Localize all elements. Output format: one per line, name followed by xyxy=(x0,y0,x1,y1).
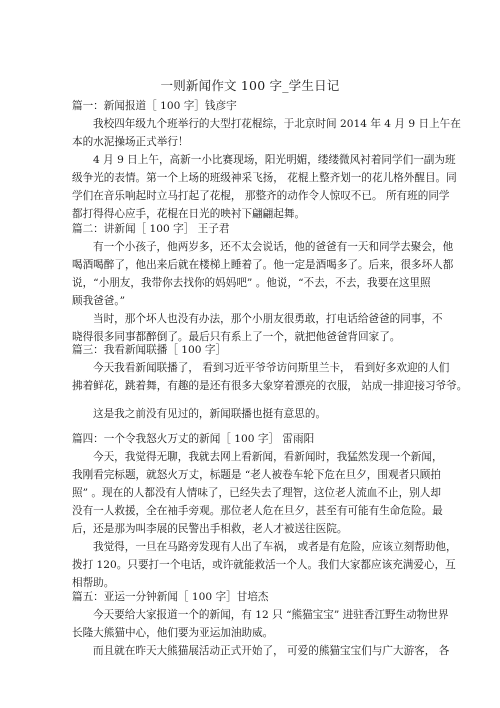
paragraph xyxy=(72,359,468,395)
page-title: 一则新闻作文 100 字_学生日记 xyxy=(160,78,340,93)
text-line: 拨打 120。只要打一个电话，或许就能救活一个人。我们大家都应该充满爱心，互 xyxy=(72,559,456,571)
section-heading: 篇四：一个令我怒火万丈的新闻［ 100 字］ 雷雨阳 xyxy=(72,433,315,445)
text-line: 级争光的表情。第一个上场的班级神采飞扬， 花棍上整齐划一的花儿格外醒目。同 xyxy=(72,172,457,184)
section-heading: 篇三：我看新闻联播［ 100 字］ xyxy=(72,344,227,356)
paragraph xyxy=(72,642,450,660)
text-line: 今天，我觉得无聊，我就去网上看新闻，看新闻时，我猛然发现一个新闻， xyxy=(93,451,443,463)
section-heading: 篇二：讲新闻［ 100 字］ 王子君 xyxy=(72,223,230,235)
text-line: 说，“小朋友，我带你去找你的妈妈吧” 。他说，“不去，不去，我要在这里照 xyxy=(72,277,431,289)
text-line: 今天要给大家报道一个的新闻，有 12 只 “熊猫宝宝” 进驻香江野生动物世界 xyxy=(93,609,449,621)
text-line: 当时，那个坏人也没有办法，那个小朋友很勇敢，打电话给爸爸的同事，不 xyxy=(93,313,443,325)
text-line: 我觉得，一旦在马路旁发现有人出了车祸， 或者是有危险，应该立刻帮助他， xyxy=(93,541,457,553)
text-line: 照” 。现在的人都没有人情味了，已经失去了理智，这位老人流血不止，别人却 xyxy=(72,487,441,499)
text-line: 顾我爸爸。” xyxy=(72,295,126,307)
paragraph xyxy=(72,538,457,592)
section-3 xyxy=(72,341,468,423)
section-4 xyxy=(72,430,457,592)
text-line: 本的水泥操场正式举行！ xyxy=(72,136,189,148)
text-line: 喝酒喝醉了，他出来后就在楼梯上睡着了。他一定是酒喝多了。后来，很多坏人都 xyxy=(72,259,454,271)
text-line: 都打得得心应手，花棍在日光的映衬下翩翩起舞。 xyxy=(72,208,306,220)
text-line: 晓得很多同事都醉倒了。最后只有系上了一个，就把他爸爸背回家了。 xyxy=(72,331,401,343)
text-line: 我校四年级九个班举行的大型打花棍综，于北京时间 2014 年 4 月 9 日上午在 xyxy=(93,118,461,130)
text-line: 4 月 9 日上午，高新一小比赛现场，阳光明媚，缕缕微风衬着同学们一副为班 xyxy=(93,154,456,166)
text-line: 有一个小孩子，他两岁多，还不太会说话，他的爸爸有一天和同学去聚会，他 xyxy=(93,241,454,253)
text-line: 相帮助。 xyxy=(72,577,115,589)
section-heading: 篇五：亚运一分钟新闻［ 100 字］甘培杰 xyxy=(72,591,269,603)
section-5 xyxy=(72,588,450,660)
paragraph xyxy=(72,448,444,538)
paragraph xyxy=(72,115,461,151)
text-line: 而且就在昨天大熊猫展活动正式开始了， 可爱的熊猫宝宝们与广大游客， 各 xyxy=(93,645,450,657)
section-heading: 篇一：新闻报道［ 100 字］钱彦宇 xyxy=(72,100,237,112)
section-2 xyxy=(72,220,454,346)
section-1 xyxy=(72,97,461,223)
paragraph xyxy=(72,405,444,423)
text-line: 今天我看新闻联播了， 看到习近平爷爷访问斯里兰卡， 看到好多欢迎的人们 xyxy=(93,362,450,374)
paragraph xyxy=(72,606,449,642)
text-line: 学们在音乐响起时立马打起了花棍， 那整齐的动作令人惊叹不已。 所有班的同学 xyxy=(72,190,450,202)
text-line: 拂着鲜花，跳着舞，有趣的是还有很多大象穿着漂亮的衣服， 站成一排迎接习爷爷。 xyxy=(72,380,468,392)
text-line: 没有一人救援，全在袖手旁观。那位老人危在旦夕，甚至有可能有生命危险。最 xyxy=(72,505,443,517)
text-line: 后，还是那为叫李展的民警出手相救，老人才被送往医院。 xyxy=(72,523,348,535)
paragraph xyxy=(72,151,457,223)
text-line: 长隆大熊猫中心，他们要为亚运加油助威。 xyxy=(72,627,274,639)
paragraph xyxy=(72,238,454,310)
text-line: 这是我之前没有见过的，新闻联播也挺有意思的。 xyxy=(93,408,327,420)
text-line: 我刚看完标题，就怒火万丈，标题是 “老人被卷车轮下危在旦夕，围观者只顾拍 xyxy=(72,469,441,481)
